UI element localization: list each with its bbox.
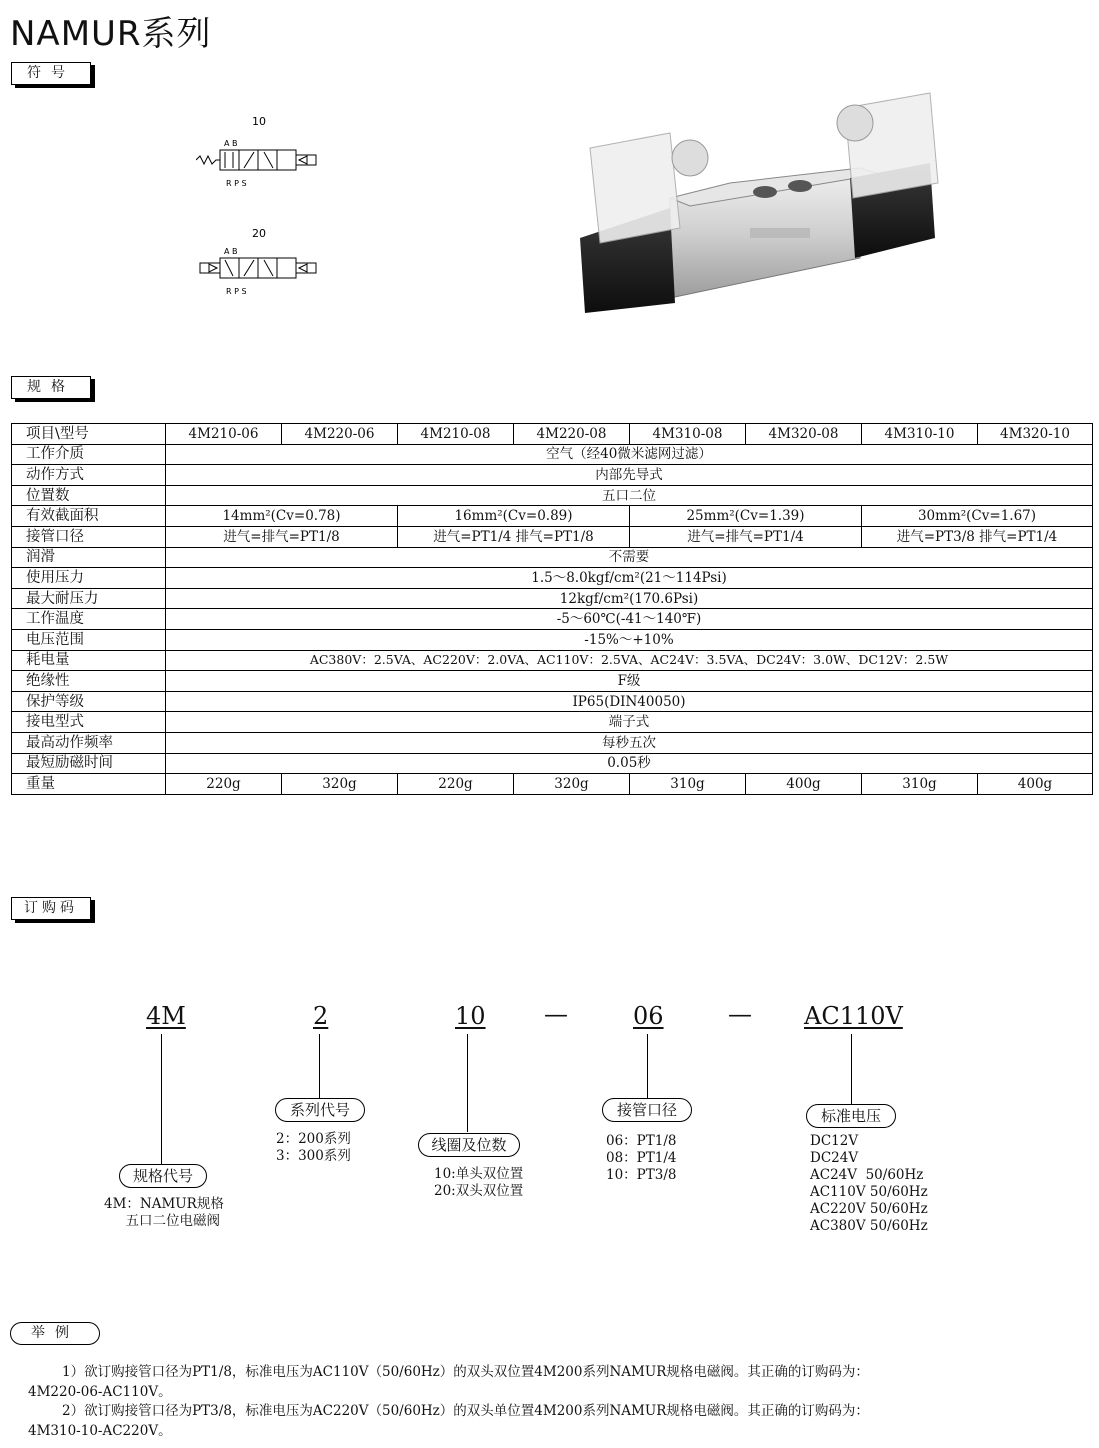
- pill-series-code: 系列代号: [275, 1098, 365, 1122]
- row-label: 保护等级: [12, 691, 166, 712]
- solenoid-valve-photo: [560, 88, 980, 318]
- svg-text:A B: A B: [224, 139, 238, 148]
- row-label: 耗电量: [12, 650, 166, 671]
- model-header: 4M220-06: [282, 424, 398, 445]
- table-row: [12, 629, 1093, 650]
- row-value: 12kgf/cm²(170.6Psi): [166, 588, 1093, 609]
- row-value: 220g: [398, 774, 514, 795]
- leader-line: [161, 1034, 162, 1164]
- row-value: 320g: [282, 774, 398, 795]
- table-row: [12, 588, 1093, 609]
- row-label: 使用压力: [12, 568, 166, 589]
- row-label: 最高动作频率: [12, 732, 166, 753]
- options-port-size: 06：PT1/8 08：PT1/4 10：PT3/8: [606, 1133, 677, 1183]
- model-header: 4M210-06: [166, 424, 282, 445]
- table-row: [12, 609, 1093, 630]
- table-row: [12, 753, 1093, 774]
- table-row: [12, 547, 1093, 568]
- page-title: NAMUR系列: [10, 14, 212, 54]
- code-dash-1: —: [544, 1000, 568, 1028]
- row-label: 重量: [12, 774, 166, 795]
- code-series-digit: 2: [313, 1002, 329, 1030]
- code-series-4m: 4M: [146, 1002, 186, 1030]
- table-row: [12, 526, 1093, 547]
- row-value: 进气=排气=PT1/8: [166, 526, 398, 547]
- row-label: 最短励磁时间: [12, 753, 166, 774]
- table-row: [12, 506, 1093, 527]
- svg-text:R P S: R P S: [226, 179, 247, 188]
- row-value: 进气=PT3/8 排气=PT1/4: [862, 526, 1093, 547]
- row-value: 进气=PT1/4 排气=PT1/8: [398, 526, 630, 547]
- leader-line: [467, 1034, 468, 1132]
- row-label: 接管口径: [12, 526, 166, 547]
- row-label: 动作方式: [12, 465, 166, 486]
- row-value: 30mm²(Cv=1.67): [862, 506, 1093, 527]
- row-value: 空气（经40微米滤网过滤）: [166, 444, 1093, 465]
- row-value: 400g: [746, 774, 862, 795]
- model-header: 4M320-08: [746, 424, 862, 445]
- leader-line: [851, 1034, 852, 1104]
- model-header: 4M310-08: [630, 424, 746, 445]
- row-label: 工作介质: [12, 444, 166, 465]
- row-label: 绝缘性: [12, 671, 166, 692]
- row-value: 14mm²(Cv=0.78): [166, 506, 398, 527]
- row-value: 310g: [630, 774, 746, 795]
- row-value: 400g: [978, 774, 1093, 795]
- header-label: 项目\型号: [12, 424, 166, 445]
- svg-text:A B: A B: [224, 247, 238, 256]
- table-row: [12, 650, 1093, 671]
- row-value: 220g: [166, 774, 282, 795]
- symbol-10-label: 10: [252, 115, 266, 128]
- row-value: -15%～+10%: [166, 629, 1093, 650]
- leader-line: [647, 1034, 648, 1098]
- options-coil-position: 10:单头双位置 20:双头双位置: [434, 1166, 524, 1199]
- table-row: [12, 568, 1093, 589]
- table-row: [12, 691, 1093, 712]
- leader-line: [319, 1034, 320, 1098]
- model-header: 4M220-08: [514, 424, 630, 445]
- row-value: F级: [166, 671, 1093, 692]
- row-label: 最大耐压力: [12, 588, 166, 609]
- row-value: 25mm²(Cv=1.39): [630, 506, 862, 527]
- pill-voltage: 标准电压: [806, 1104, 896, 1128]
- valve-symbol-20: [196, 224, 326, 304]
- valve-symbol-10: [196, 112, 326, 192]
- options-series-code: 2：200系列 3：300系列: [276, 1131, 351, 1164]
- row-label: 工作温度: [12, 609, 166, 630]
- example-1-code: 4M220-06-AC110V。: [28, 1384, 172, 1400]
- table-row: [12, 712, 1093, 733]
- pill-port-size: 接管口径: [602, 1098, 692, 1122]
- code-voltage: AC110V: [804, 1002, 903, 1030]
- row-label: 润滑: [12, 547, 166, 568]
- section-spec: 规格: [11, 376, 91, 399]
- section-symbol: 符号: [11, 62, 91, 85]
- section-example: 举例: [10, 1322, 100, 1345]
- row-label: 位置数: [12, 485, 166, 506]
- table-row: [12, 774, 1093, 795]
- row-value: 310g: [862, 774, 978, 795]
- table-row: [12, 444, 1093, 465]
- row-value: 1.5～8.0kgf/cm²(21～114Psi): [166, 568, 1093, 589]
- example-2: 2）欲订购接管口径为PT3/8，标准电压为AC220V（50/60Hz）的双头单位置4M200系列NAMUR规格电磁阀。其正确的订购码为：: [62, 1403, 869, 1419]
- pill-coil-position: 线圈及位数: [418, 1133, 520, 1157]
- row-value: IP65(DIN40050): [166, 691, 1093, 712]
- options-spec-code: 4M：NAMUR规格 五口二位电磁阀: [104, 1196, 224, 1229]
- table-header-row: [12, 424, 1093, 445]
- svg-text:R P S: R P S: [226, 287, 247, 296]
- section-order: 订购码: [11, 897, 91, 920]
- spec-table: [11, 423, 1093, 795]
- row-value: 进气=排气=PT1/4: [630, 526, 862, 547]
- example-2-code: 4M310-10-AC220V。: [28, 1423, 172, 1439]
- row-value: 16mm²(Cv=0.89): [398, 506, 630, 527]
- row-value: 不需要: [166, 547, 1093, 568]
- row-value: 0.05秒: [166, 753, 1093, 774]
- code-coil: 10: [455, 1002, 486, 1030]
- row-label: 接电型式: [12, 712, 166, 733]
- pill-spec-code: 规格代号: [119, 1164, 207, 1188]
- table-row: [12, 485, 1093, 506]
- code-port: 06: [633, 1002, 664, 1030]
- row-label: 有效截面积: [12, 506, 166, 527]
- table-row: [12, 465, 1093, 486]
- table-row: [12, 671, 1093, 692]
- row-value: AC380V：2.5VA、AC220V：2.0VA、AC110V：2.5VA、AC24V：3.5VA、DC24V：3.0W、DC12V：2.5W: [166, 650, 1093, 671]
- symbol-20-label: 20: [252, 227, 266, 240]
- table-row: [12, 732, 1093, 753]
- row-value: 320g: [514, 774, 630, 795]
- row-value: -5～60℃(-41～140℉): [166, 609, 1093, 630]
- row-value: 端子式: [166, 712, 1093, 733]
- example-1: 1）欲订购接管口径为PT1/8，标准电压为AC110V（50/60Hz）的双头双位置4M200系列NAMUR规格电磁阀。其正确的订购码为：: [62, 1364, 869, 1380]
- code-dash-2: —: [728, 1000, 752, 1028]
- row-value: 每秒五次: [166, 732, 1093, 753]
- row-value: 五口二位: [166, 485, 1093, 506]
- model-header: 4M310-10: [862, 424, 978, 445]
- model-header: 4M320-10: [978, 424, 1093, 445]
- options-voltage: DC12V DC24V AC24V 50/60Hz AC110V 50/60Hz AC220V 50/60Hz AC380V 50/60Hz: [810, 1133, 928, 1234]
- row-value: 内部先导式: [166, 465, 1093, 486]
- row-label: 电压范围: [12, 629, 166, 650]
- model-header: 4M210-08: [398, 424, 514, 445]
